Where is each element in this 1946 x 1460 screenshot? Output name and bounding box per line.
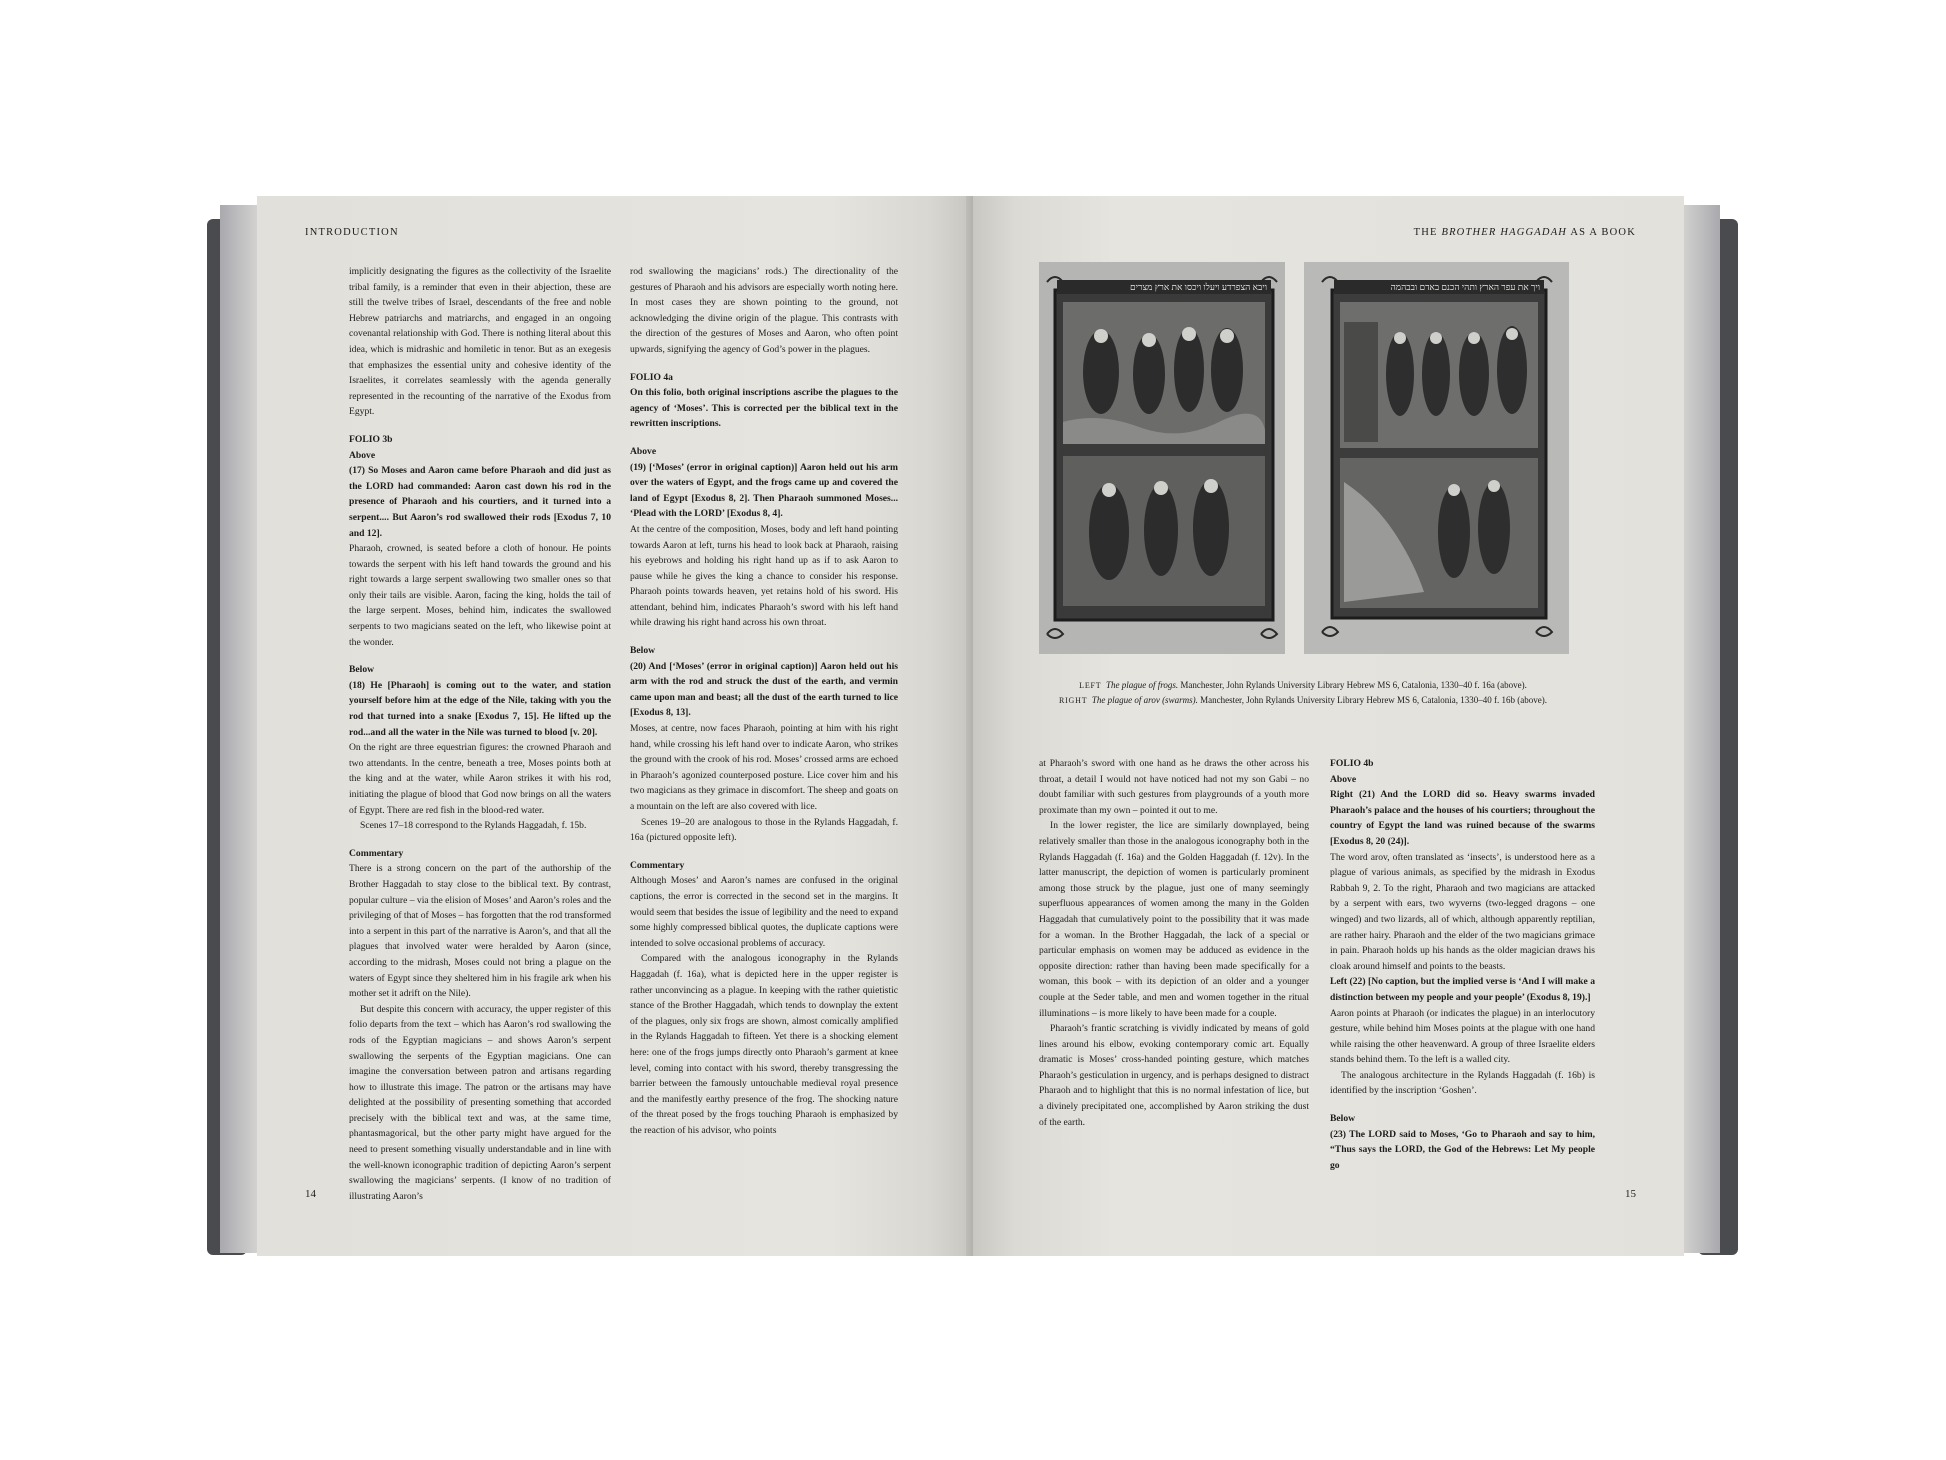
bold-paragraph: (20) And [‘Moses’ (error in original caption)] Aaron held out his arm with the rod and struck the dust of the earth, and vermin came upon man and beast; all the dust of the earth turned to lice [Exodus 8, 13]. [630, 660, 898, 719]
paragraph-gap [349, 420, 611, 432]
caption-left-tag: LEFT [1079, 681, 1102, 690]
page-number-right: 15 [1625, 1188, 1636, 1200]
body-paragraph: at Pharaoh’s sword with one hand as he draws the other across his throat, a detail I would not have noticed had not my son Gabi – no doubt familiar with such gestures from playgrounds of a youth more proximate than my own – pointed it out to me. [1039, 758, 1309, 816]
hebrew-inscription-band: ויך את עפר הארץ ותהי הכנם באדם ובבהמה [1390, 282, 1540, 292]
caption-right-title: The plague of arov (swarms). [1091, 695, 1198, 705]
body-paragraph: The analogous architecture in the Rylands Haggadah (f. 16b) is identified by the inscription ‘Goshen’. [1330, 1069, 1595, 1097]
right-page-column-1 [1039, 756, 1309, 1130]
figure-caption [1013, 678, 1593, 708]
manuscript-image-frogs [1039, 262, 1285, 654]
caption-right-text: Manchester, John Rylands University Library Hebrew MS 6, Catalonia, 1330–40 f. 16b (above). [1197, 695, 1548, 705]
body-paragraph: In the lower register, the lice are similarly downplayed, being relatively smaller than those in the analogous iconography both in the Rylands Haggadah (f. 16a) and the Golden Haggadah (f. 12v). In the latter manuscript, the depiction of women is particularly prominent among those struck by the plague, just one of many seemingly superfluous appearances of women among the many in the Golden Haggadah that cumulatively point to the possibility that it was made for a woman. In the Brother Haggadah, the lack of a special or particular emphasis on women may be adduced as evidence in the opposite direction: rather than having been made specifically for a woman, this book – with its depiction of an older and a younger couple at the Seder table, and men and women together in the ritual illuminations – is more likely to have been made for a couple. [1039, 820, 1309, 1019]
running-head-left: INTRODUCTION [305, 227, 399, 238]
running-head-prefix: THE [1413, 227, 1442, 238]
bold-paragraph: (17) So Moses and Aaron came before Pharaoh and did just as the LORD had commanded: Aaron cast down his rod in the presence of Pharaoh and his courtiers, and it turned into a serpent.... But Aaron’s rod swallowed their rods [Exodus 7, 10 and 12]. [349, 465, 611, 539]
body-paragraph: implicitly designating the figures as the collectivity of the Israelite tribal family, is a reminder that even in their abjection, these are still the twelve tribes of Israel, descendants of the free and noble Hebrew patriarchs and matriarchs, and engaged in an ongoing covenantal relationship with God. There is nothing literal about this idea, which is midrashic and homiletic in tenor. But as an exegesis that emphasizes the essential unity and cohesive identity of the Israelites, it correlates seamlessly with the agenda generally represented in the recounting of the narrative of the Exodus from Egypt. [349, 266, 611, 418]
bold-paragraph: Right (21) And the LORD did so. Heavy swarms invaded Pharaoh’s palace and the houses of his courtiers; throughout the country of Egypt the land was ruined because of the swarms [Exodus 8, 20 (24)]. [1330, 789, 1595, 847]
body-paragraph: On the right are three equestrian figures: the crowned Pharaoh and two attendants. In the centre, beneath a tree, Moses points both at the king and at the water, while Aaron strikes it with his rod, initiating the plague of blood that God now brings on all the waters of Egypt. There are red fish in the blood-red water. [349, 742, 611, 816]
body-paragraph: rod swallowing the magicians’ rods.) The directionality of the gestures of Pharaoh and his advisors are especially worth noting here. In most cases they are shown pointing to the ground, not acknowledging the divine origin of the plague. This contrasts with the direction of the gestures of Moses and Aaron, who often point upwards, signifying the agency of God’s power in the plagues. [630, 266, 898, 355]
bold-paragraph: (23) The LORD said to Moses, ‘Go to Pharaoh and say to him, “Thus says the LORD, the God of the Hebrews: Let My people go [1330, 1128, 1595, 1171]
left-page-column-1 [349, 264, 611, 1204]
paragraph-gap [1330, 1099, 1595, 1111]
body-paragraph: Aaron points at Pharaoh (or indicates the plague) in an interlocutory gesture, while behind him Moses points at the plague with one hand while raising the other heavenward. A group of three Israelite elders stands behind them. To the left is a walled city. [1330, 1007, 1595, 1066]
left-page-column-2 [630, 264, 898, 1138]
page-number-left: 14 [305, 1188, 316, 1200]
paragraph-gap [630, 432, 898, 444]
body-paragraph: Pharaoh, crowned, is seated before a cloth of honour. He points towards the serpent with his left hand towards the ground and his right towards a large serpent swallowing two smaller ones so that only their tails are visible. Aaron, facing the king, holds the tail of the large serpent. Moses, behind him, indicates the swallowed serpents to two magicians seated on the left, who likewise point at the wonder. [349, 543, 611, 648]
paragraph-gap [630, 846, 898, 858]
body-paragraph: But despite this concern with accuracy, the upper register of this folio departs from the text – which has Aaron’s rod swallowing the rods of the Egyptian magicians – and shows Aaron’s serpent swallowing the serpents of the Egyptian magicians. One can imagine the conversation between patron and artisans regarding how to illustrate this image. The patron or the artisans may have delighted at the possibility of presenting something that accorded precisely with the biblical text and was, at the same time, phantasmagorical, but the other party might have argued for the need to present something visually understandable and in line with the well-known iconographic tradition of depicting Aaron’s serpent swallowing the magicians’ serpents. (I know of no tradition of illustrating Aaron’s [349, 1003, 611, 1202]
caption-right-tag: RIGHT [1058, 696, 1088, 705]
running-head-italic: BROTHER HAGGADAH [1441, 227, 1568, 238]
caption-left-title: The plague of frogs. [1105, 680, 1179, 690]
page-edge-right [1680, 205, 1720, 1253]
right-page-column-2 [1330, 756, 1595, 1173]
body-paragraph: At the centre of the composition, Moses, body and left hand pointing towards Aaron at left, turns his head to look back at Pharaoh, raising his eyebrows and holding his right hand up as if to ask Aaron to pause while he gives the king a chance to consider his response. Pharaoh points towards heaven, yet retains hold of his sword. His attendant, behind him, indicates Pharaoh’s sword with his left hand while drawing his right hand across his own throat. [630, 523, 898, 629]
bold-paragraph: Left (22) [No caption, but the implied verse is ‘And I will make a distinction between my people and your people’ (Exodus 8, 19).] [1330, 976, 1595, 1003]
bold-paragraph: Below [1330, 1113, 1356, 1125]
body-paragraph: Although Moses’ and Aaron’s names are confused in the original captions, the error is corrected in the second set in the margins. It would seem that besides the issue of legibility and the need to expand some highly compressed biblical quotes, the duplicate captions were intended to solve occasional problems of accuracy. [630, 875, 898, 949]
bold-paragraph: Above [349, 449, 376, 461]
running-head-suffix: AS A BOOK [1567, 227, 1636, 238]
paragraph-gap [349, 834, 611, 846]
paragraph-gap [630, 358, 898, 370]
caption-left-text: Manchester, John Rylands University Library Hebrew MS 6, Catalonia, 1330–40 f. 16a (above). [1178, 680, 1527, 690]
running-head-right [1414, 227, 1636, 238]
body-paragraph: There is a strong concern on the part of the authorship of the Brother Haggadah to stay close to the biblical text. By contrast, popular culture – via the elision of Moses’ and Aaron’s roles and the privileging of that of Moses – has forgotten that the rod transformed into a serpent in this part of the narrative is Aaron’s, and that all the plagues that involved water were heralded by Aaron (since, according to the midrash, Moses could not bring a plague on the waters of Egypt since they sheltered him in his fragile ark when his mother set it adrift on the Nile). [349, 863, 611, 1000]
bold-paragraph: FOLIO 4b [1330, 758, 1374, 769]
body-paragraph: Moses, at centre, now faces Pharaoh, pointing at him with his right hand, while crossing his left hand over to indicate Aaron, who strikes the ground with the crook of his rod. Moses’ crossed arms are echoed in Pharaoh’s agonized counterposed posture. Lice cover him and his two magicians as they grimace in discomfort. The sheep and goats on a mountain on the left are also covered with lice. [630, 723, 898, 812]
bold-paragraph: Commentary [630, 859, 685, 871]
caption-left [1013, 678, 1593, 693]
bold-paragraph: FOLIO 3b [349, 433, 393, 445]
left-page [257, 196, 973, 1256]
manuscript-illumination-swarms [1304, 262, 1569, 654]
bold-paragraph: (18) He [Pharaoh] is coming out to the water, and station yourself before him at the edge of the Nile, taking with you the rod that turned into a snake [Exodus 7, 15]. He lifted up the rod...and all the water in the Nile was turned to blood [v. 20]. [349, 679, 611, 738]
bold-paragraph: FOLIO 4a [630, 371, 673, 383]
bold-paragraph: Below [349, 664, 375, 676]
caption-right [1013, 693, 1593, 708]
bold-paragraph: (19) [‘Moses’ (error in original caption)] Aaron held out his arm over the waters of Egypt, and the frogs came up and covered the land of Egypt [Exodus 8, 2]. Then Pharaoh summoned Moses... ‘Plead with the LORD’ [Exodus 8, 4]. [630, 461, 898, 520]
bold-paragraph: On this folio, both original inscriptions ascribe the plagues to the agency of ‘Moses’. This is corrected per the biblical text in the rewritten inscriptions. [630, 387, 898, 430]
body-paragraph: The word arov, often translated as ‘insects’, is understood here as a plague of various animals, as specified by the midrash in Exodus Rabbah 9, 2. To the right, Pharaoh and two magicians are attacked by a serpent with ears, two wyverns (two-legged dragons – one winged) and two lizards, all of which, although apparently reptilian, are rather hairy. Pharaoh and the elder of the two magicians grimace in pain. Pharaoh holds up his hands as the older magician draws his cloak around himself and points to the beasts. [1330, 851, 1595, 972]
bold-paragraph: Commentary [349, 847, 404, 859]
body-paragraph: Compared with the analogous iconography in the Rylands Haggadah (f. 16a), what is depicted here in the upper register is rather unconvincing as a plague. In keeping with the rather quietistic stance of the Brother Haggadah, which tends to downplay the extent of the plagues, only six frogs are shown, almost comically amplified in the Rylands Haggadah to fifteen. Yet there is a shocking element here: one of the frogs jumps directly onto Pharaoh’s garment at knee level, coming into contact with his sword, thereby transgressing the barrier between the famously untouchable medieval royal presence and the manifestly earthy presence of the frog. The shocking nature of the threat posed by the frogs touching Pharaoh is emphasized by the reaction of his advisor, who points [630, 953, 898, 1136]
manuscript-illumination-frogs [1039, 262, 1285, 654]
body-paragraph: Scenes 17–18 correspond to the Rylands Haggadah, f. 15b. [360, 820, 587, 832]
bold-paragraph: Above [630, 445, 657, 457]
bold-paragraph: Above [1330, 773, 1357, 785]
manuscript-image-swarms [1304, 262, 1569, 654]
page-edge-left [220, 205, 260, 1253]
right-page [973, 196, 1684, 1256]
paragraph-gap [630, 631, 898, 643]
bold-paragraph: Below [630, 645, 656, 657]
body-paragraph: Pharaoh’s frantic scratching is vividly indicated by means of gold lines around his elbow, evoking contemporary comic art. Equally dramatic is Moses’ cross-handed pointing gesture, which matches Pharaoh’s gesticulation in urgency, and is perhaps designed to distract Pharaoh and to highlight that this is no normal infestation of lice, but a divinely precipitated one, accomplished by Aaron striking the dust of the earth. [1039, 1023, 1309, 1128]
paragraph-gap [349, 650, 611, 662]
hebrew-inscription-band: ויבא הצפרדע ויעלו ויכסו את ארץ מצרים [1130, 282, 1267, 292]
body-paragraph: Scenes 19–20 are analogous to those in the Rylands Haggadah, f. 16a (pictured opposite left). [630, 816, 898, 844]
